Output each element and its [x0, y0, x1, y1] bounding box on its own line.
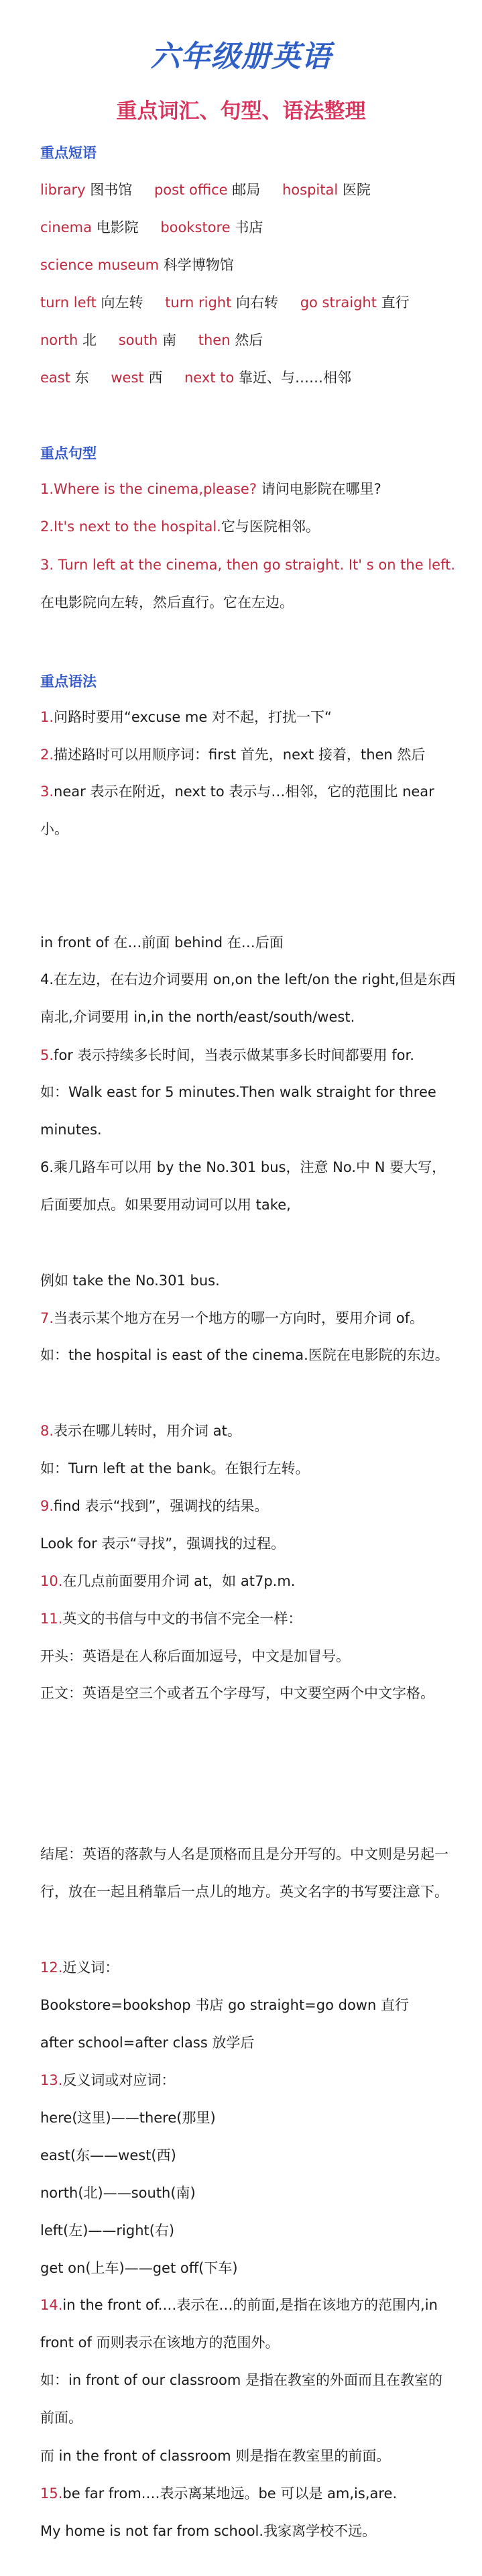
item-text: 反义词或对应词：	[62, 2072, 176, 2088]
page-subtitle: 重点词汇、句型、语法整理	[116, 99, 366, 123]
phrase-en: hospital	[282, 182, 339, 198]
grammar-line: Bookstore=bookshop 书店 go straight=go down 直行	[40, 1997, 409, 2013]
antonym-item: get on(上车)——get off(下车)	[40, 2260, 238, 2276]
grammar-item	[40, 2286, 456, 2361]
item-number: 15.	[40, 2485, 63, 2502]
phrase-en: go straight	[300, 294, 377, 311]
grammar-item: 4.在左边，在右边介词要用 on,on the left/on the right,但是东西南北,介词要用 in,in the north/east/south/west.	[40, 971, 456, 1025]
phrase-en: science museum	[40, 257, 160, 273]
phrase-en: next to	[184, 370, 235, 386]
sentence-en: Turn left at the cinema, then go straight. It' s on the left.	[58, 557, 456, 573]
item-text: 问路时要用“excuse me 对不起，打扰一下“	[54, 709, 332, 725]
antonym-item: north(北)——south(南)	[40, 2185, 196, 2201]
phrase-cn: 电影院	[96, 219, 139, 235]
antonym-item: left(左)——right(右)	[40, 2222, 175, 2239]
grammar-line: 正文：英语是空三个或者五个字母写，中文要空两个中文字格。	[40, 1685, 434, 1701]
item-text: 当表示某个地方在另一个地方的哪一方向时，要用介词 of。	[54, 1310, 424, 1326]
grammar-item	[40, 2483, 456, 2504]
section-heading-grammar: 重点语法	[40, 674, 97, 690]
phrase-row	[40, 330, 456, 350]
grammar-line: 如：the hospital is east of the cinema.医院在电影院的东边。	[40, 1347, 449, 1363]
antonym-item: east(东——west(西)	[40, 2147, 176, 2163]
sentence-number: 3.	[40, 557, 54, 573]
item-number: 7.	[40, 1310, 54, 1326]
item-text: 表示在哪儿转时，用介词 at。	[54, 1423, 241, 1439]
phrase-en: west	[111, 370, 144, 386]
phrase-en: then	[198, 332, 231, 348]
sentence-item	[40, 517, 456, 537]
phrase-cn: 向右转	[236, 294, 279, 311]
antonym-item: here(这里)——there(那里)	[40, 2110, 216, 2126]
phrase-row	[40, 217, 456, 237]
sentence-en: Where is the cinema,please?	[54, 481, 257, 497]
grammar-item	[40, 1308, 456, 1328]
grammar-item	[40, 1045, 456, 1065]
item-text: for 表示持续多长时间，当表示做某事多长时间都要用 for.	[54, 1047, 414, 1063]
phrase-row	[40, 292, 456, 313]
grammar-line: 开头：英语是在人称后面加逗号，中文是加冒号。	[40, 1648, 350, 1664]
phrase-row	[40, 255, 456, 275]
phrase-row	[40, 180, 456, 200]
item-text: 在几点前面要用介词 at，如 at7p.m.	[62, 1573, 296, 1589]
item-text: near 表示在附近，next to 表示与…相邻，它的范围比 near 小。	[40, 784, 434, 837]
sentence-cn: 它与医院相邻。	[221, 519, 320, 535]
phrase-cn: 书店	[235, 219, 263, 235]
sentence-en: It's next to the hospital.	[54, 519, 221, 535]
phrase-en: east	[40, 370, 70, 386]
item-text: be far from.…表示离某地远。be 可以是 am,is,are.	[62, 2485, 398, 2502]
grammar-item	[40, 1496, 456, 1516]
item-number: 8.	[40, 1423, 54, 1439]
sentence-item	[40, 546, 456, 621]
phrase-cn: 图书馆	[90, 182, 133, 198]
phrase-cn: 直行	[381, 294, 410, 311]
phrase-en: post office	[154, 182, 228, 198]
item-text: in the front of.…表示在…的前面,是指在该地方的范围内,in front of 而则表示在该地方的范围外。	[40, 2297, 438, 2351]
phrase-cn: 邮局	[232, 182, 261, 198]
grammar-line: 如：Walk east for 5 minutes.Then walk straight for three minutes.	[40, 1084, 436, 1138]
item-number: 11.	[40, 1611, 63, 1627]
grammar-item	[40, 1421, 456, 1441]
grammar-item	[40, 745, 456, 765]
phrase-en: cinema	[40, 219, 92, 235]
phrase-cn: 医院	[342, 182, 371, 198]
grammar-item: 6.乘几路车可以用 by the No.301 bus，注意 No.中 N 要大写，后面要加点。如果要用动词可以用 take,	[40, 1159, 446, 1213]
item-number: 2.	[40, 747, 54, 763]
phrase-cn: 西	[148, 370, 163, 386]
item-text: 近义词：	[62, 1960, 119, 1976]
phrase-en: library	[40, 182, 86, 198]
phrase-en: south	[118, 332, 158, 348]
grammar-item	[40, 707, 456, 727]
item-number: 14.	[40, 2297, 63, 2313]
grammar-line: 例如 take the No.301 bus.	[40, 1273, 220, 1289]
grammar-line: 如：Turn left at the bank。在银行左转。	[40, 1460, 310, 1477]
sentence-cn: 请问电影院在哪里?	[261, 481, 381, 497]
phrase-en: turn left	[40, 294, 97, 311]
sentence-item	[40, 479, 456, 499]
item-number: 3.	[40, 784, 54, 800]
grammar-line: 而 in the front of classroom 则是指在教室里的前面。	[40, 2448, 391, 2464]
item-number: 10.	[40, 1573, 63, 1589]
phrase-en: bookstore	[160, 219, 231, 235]
sentence-number: 2.	[40, 519, 54, 535]
grammar-line: Look for 表示“寻找”，强调找的过程。	[40, 1536, 286, 1552]
phrase-en: north	[40, 332, 78, 348]
grammar-line: in front of 在…前面 behind 在…后面	[40, 934, 284, 951]
item-number: 13.	[40, 2072, 63, 2088]
phrase-cn: 科学博物馆	[163, 257, 234, 273]
phrase-cn: 东	[74, 370, 89, 386]
grammar-line: after school=after class 放学后	[40, 2035, 255, 2051]
phrase-cn: 然后	[235, 332, 263, 348]
grammar-line: My home is not far from school.我家离学校不远。	[40, 2523, 377, 2539]
phrase-cn: 靠近、与……相邻	[238, 370, 351, 386]
phrase-cn: 北	[82, 332, 97, 348]
item-text: find 表示“找到”，强调找的结果。	[54, 1498, 269, 1514]
grammar-item	[40, 2070, 456, 2090]
item-text: 描述路时可以用顺序词：first 首先，next 接着，then 然后	[54, 747, 426, 763]
grammar-item	[40, 1571, 456, 1591]
grammar-item	[40, 1957, 456, 1978]
grammar-item	[40, 773, 456, 848]
item-number: 5.	[40, 1047, 54, 1063]
page-title: 六年级册英语	[150, 40, 332, 74]
item-text: 英文的书信与中文的书信不完全一样：	[62, 1611, 302, 1627]
phrase-en: turn right	[165, 294, 232, 311]
sentence-cn: 在电影院向左转，然后直行。它在左边。	[40, 594, 294, 610]
phrase-row	[40, 368, 456, 388]
sentence-number: 1.	[40, 481, 54, 497]
grammar-line: 如：in front of our classroom 是指在教室的外面而且在教室的前面。	[40, 2372, 442, 2426]
phrase-cn: 向左转	[101, 294, 143, 311]
phrase-cn: 南	[162, 332, 177, 348]
section-heading-sentences: 重点句型	[40, 445, 97, 462]
item-number: 1.	[40, 709, 54, 725]
item-number: 12.	[40, 1960, 63, 1976]
grammar-line: 结尾：英语的落款与人名是顶格而且是分开写的。中文则是另起一行，放在一起且稍靠后一点儿的地方。英文名字的书写要注意下。	[40, 1846, 448, 1900]
section-heading-phrases: 重点短语	[40, 145, 97, 161]
grammar-item	[40, 1609, 456, 1629]
item-number: 9.	[40, 1498, 54, 1514]
